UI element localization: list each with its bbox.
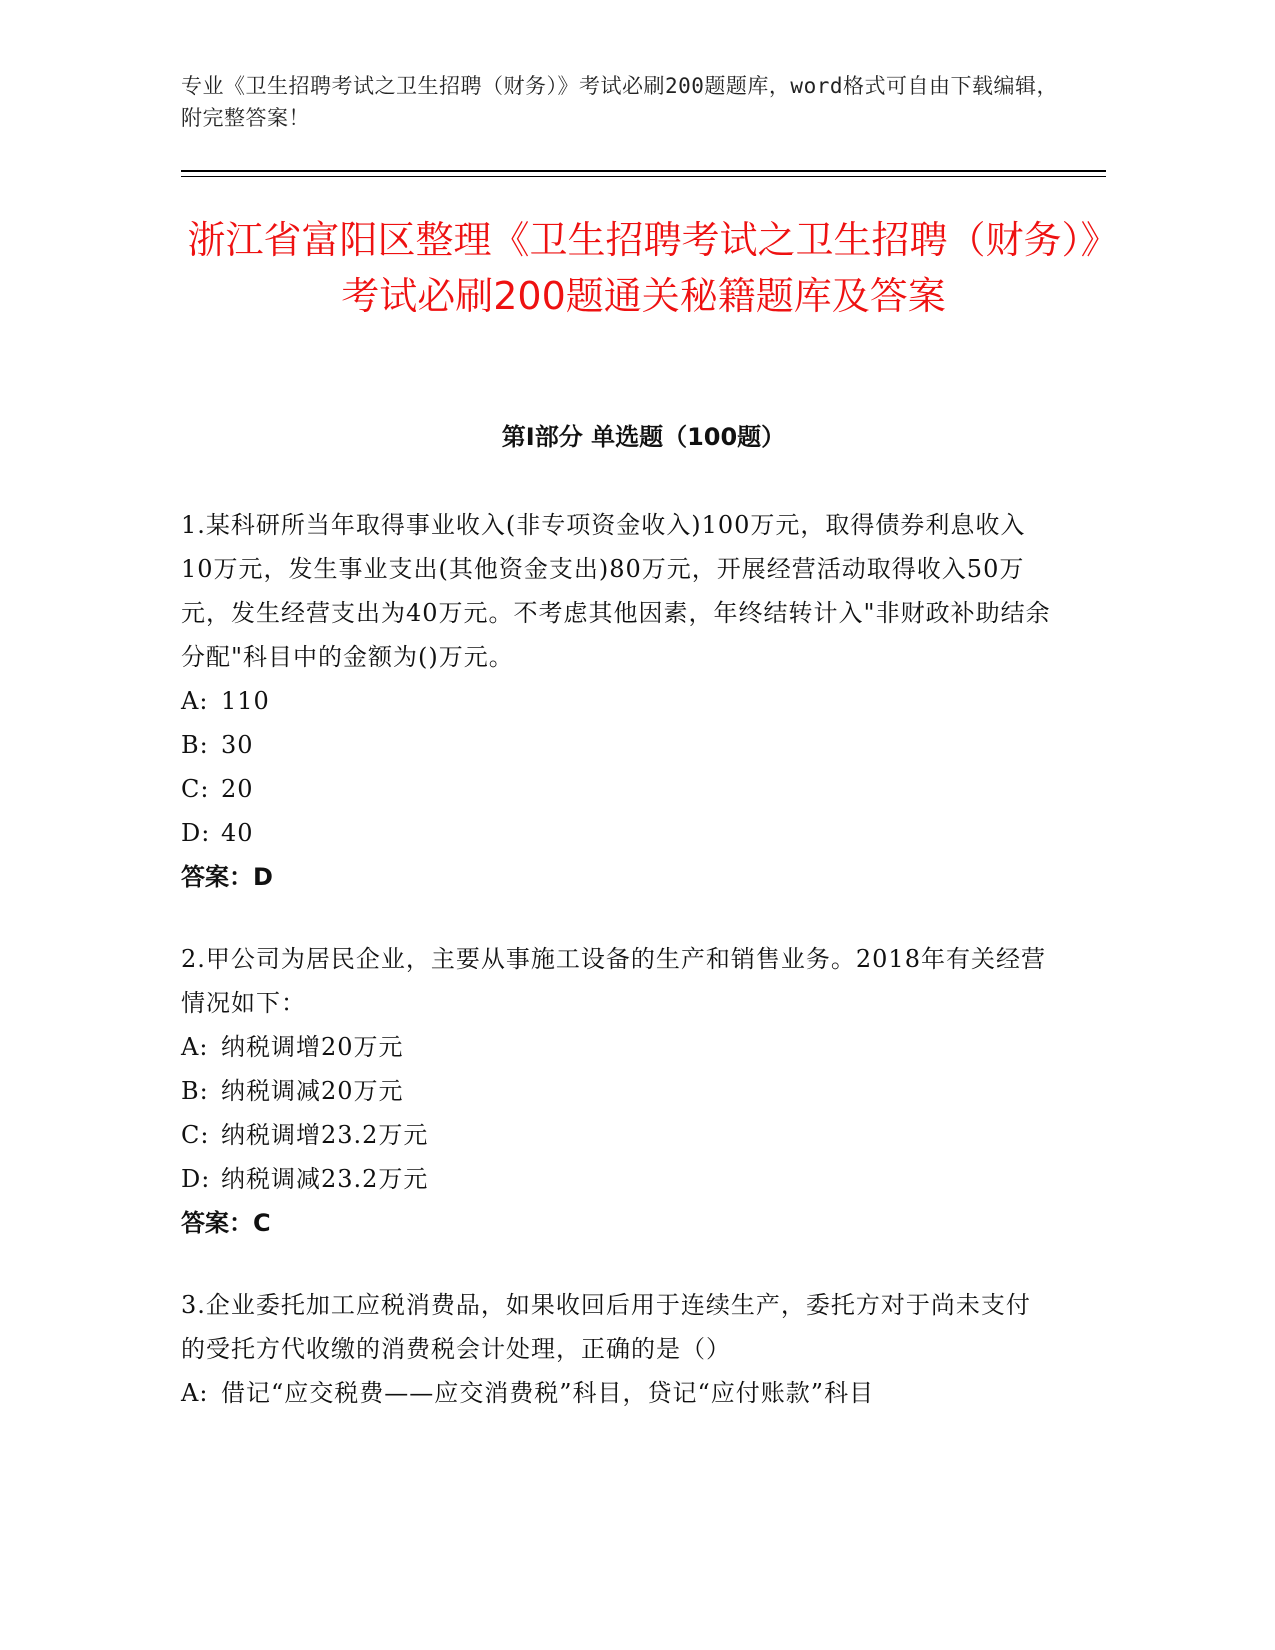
option-key: C: — [181, 1121, 210, 1149]
option-d — [181, 811, 1051, 855]
option-key: D: — [181, 819, 211, 847]
option-key: B: — [181, 1077, 209, 1105]
option-text: 40 — [221, 819, 254, 847]
option-key: D: — [181, 1165, 211, 1193]
question-stem: 1.某科研所当年取得事业收入(非专项资金收入)100万元，取得债券利息收入10万元，发生事业支出(其他资金支出)80万元，开展经营活动取得收入50万元，发生经营支出为40万元。不考虑其他因素，年终结转计入"非财政补助结余分配"科目中的金额为()万元。 — [181, 511, 1051, 671]
section-heading: 第Ⅰ部分 单选题（100题） — [501, 423, 786, 451]
option-c — [181, 767, 1051, 811]
header-divider-thick — [181, 170, 1106, 172]
header-note: 专业《卫生招聘考试之卫生招聘（财务）》考试必刷200题题库，word格式可自由下载编辑，附完整答案！ — [181, 74, 1058, 130]
document-title: 浙江省富阳区整理《卫生招聘考试之卫生招聘（财务）》考试必刷200题通关秘籍题库及答案 — [187, 218, 1100, 318]
option-a — [181, 679, 1051, 723]
option-text: 110 — [221, 687, 270, 715]
option-text: 纳税调减23.2万元 — [221, 1165, 429, 1193]
option-text: 20 — [221, 775, 254, 803]
option-text: 借记“应交税费——应交消费税”科目，贷记“应付账款”科目 — [221, 1379, 875, 1407]
option-d — [181, 1157, 1051, 1201]
option-text: 纳税调减20万元 — [221, 1077, 404, 1105]
header-divider-thin — [181, 176, 1106, 177]
answer-line: 答案：C — [181, 1209, 271, 1237]
option-a — [181, 1025, 1051, 1069]
option-text: 纳税调增20万元 — [221, 1033, 404, 1061]
option-c — [181, 1113, 1051, 1157]
option-key: C: — [181, 775, 210, 803]
option-key: A: — [181, 1033, 209, 1061]
option-a — [181, 1371, 1051, 1415]
question-stem: 3.企业委托加工应税消费品，如果收回后用于连续生产，委托方对于尚未支付的受托方代收缴的消费税会计处理，正确的是（） — [181, 1291, 1031, 1363]
answer-line: 答案：D — [181, 863, 273, 891]
question-list — [181, 503, 1051, 1453]
question-1 — [181, 503, 1051, 899]
question-stem: 2.甲公司为居民企业，主要从事施工设备的生产和销售业务。2018年有关经营情况如下： — [181, 945, 1046, 1017]
option-b — [181, 1069, 1051, 1113]
option-key: A: — [181, 687, 209, 715]
option-b — [181, 723, 1051, 767]
question-2 — [181, 937, 1051, 1245]
option-text: 纳税调增23.2万元 — [221, 1121, 429, 1149]
option-text: 30 — [221, 731, 254, 759]
option-key: B: — [181, 731, 209, 759]
question-3 — [181, 1283, 1051, 1415]
option-key: A: — [181, 1379, 209, 1407]
